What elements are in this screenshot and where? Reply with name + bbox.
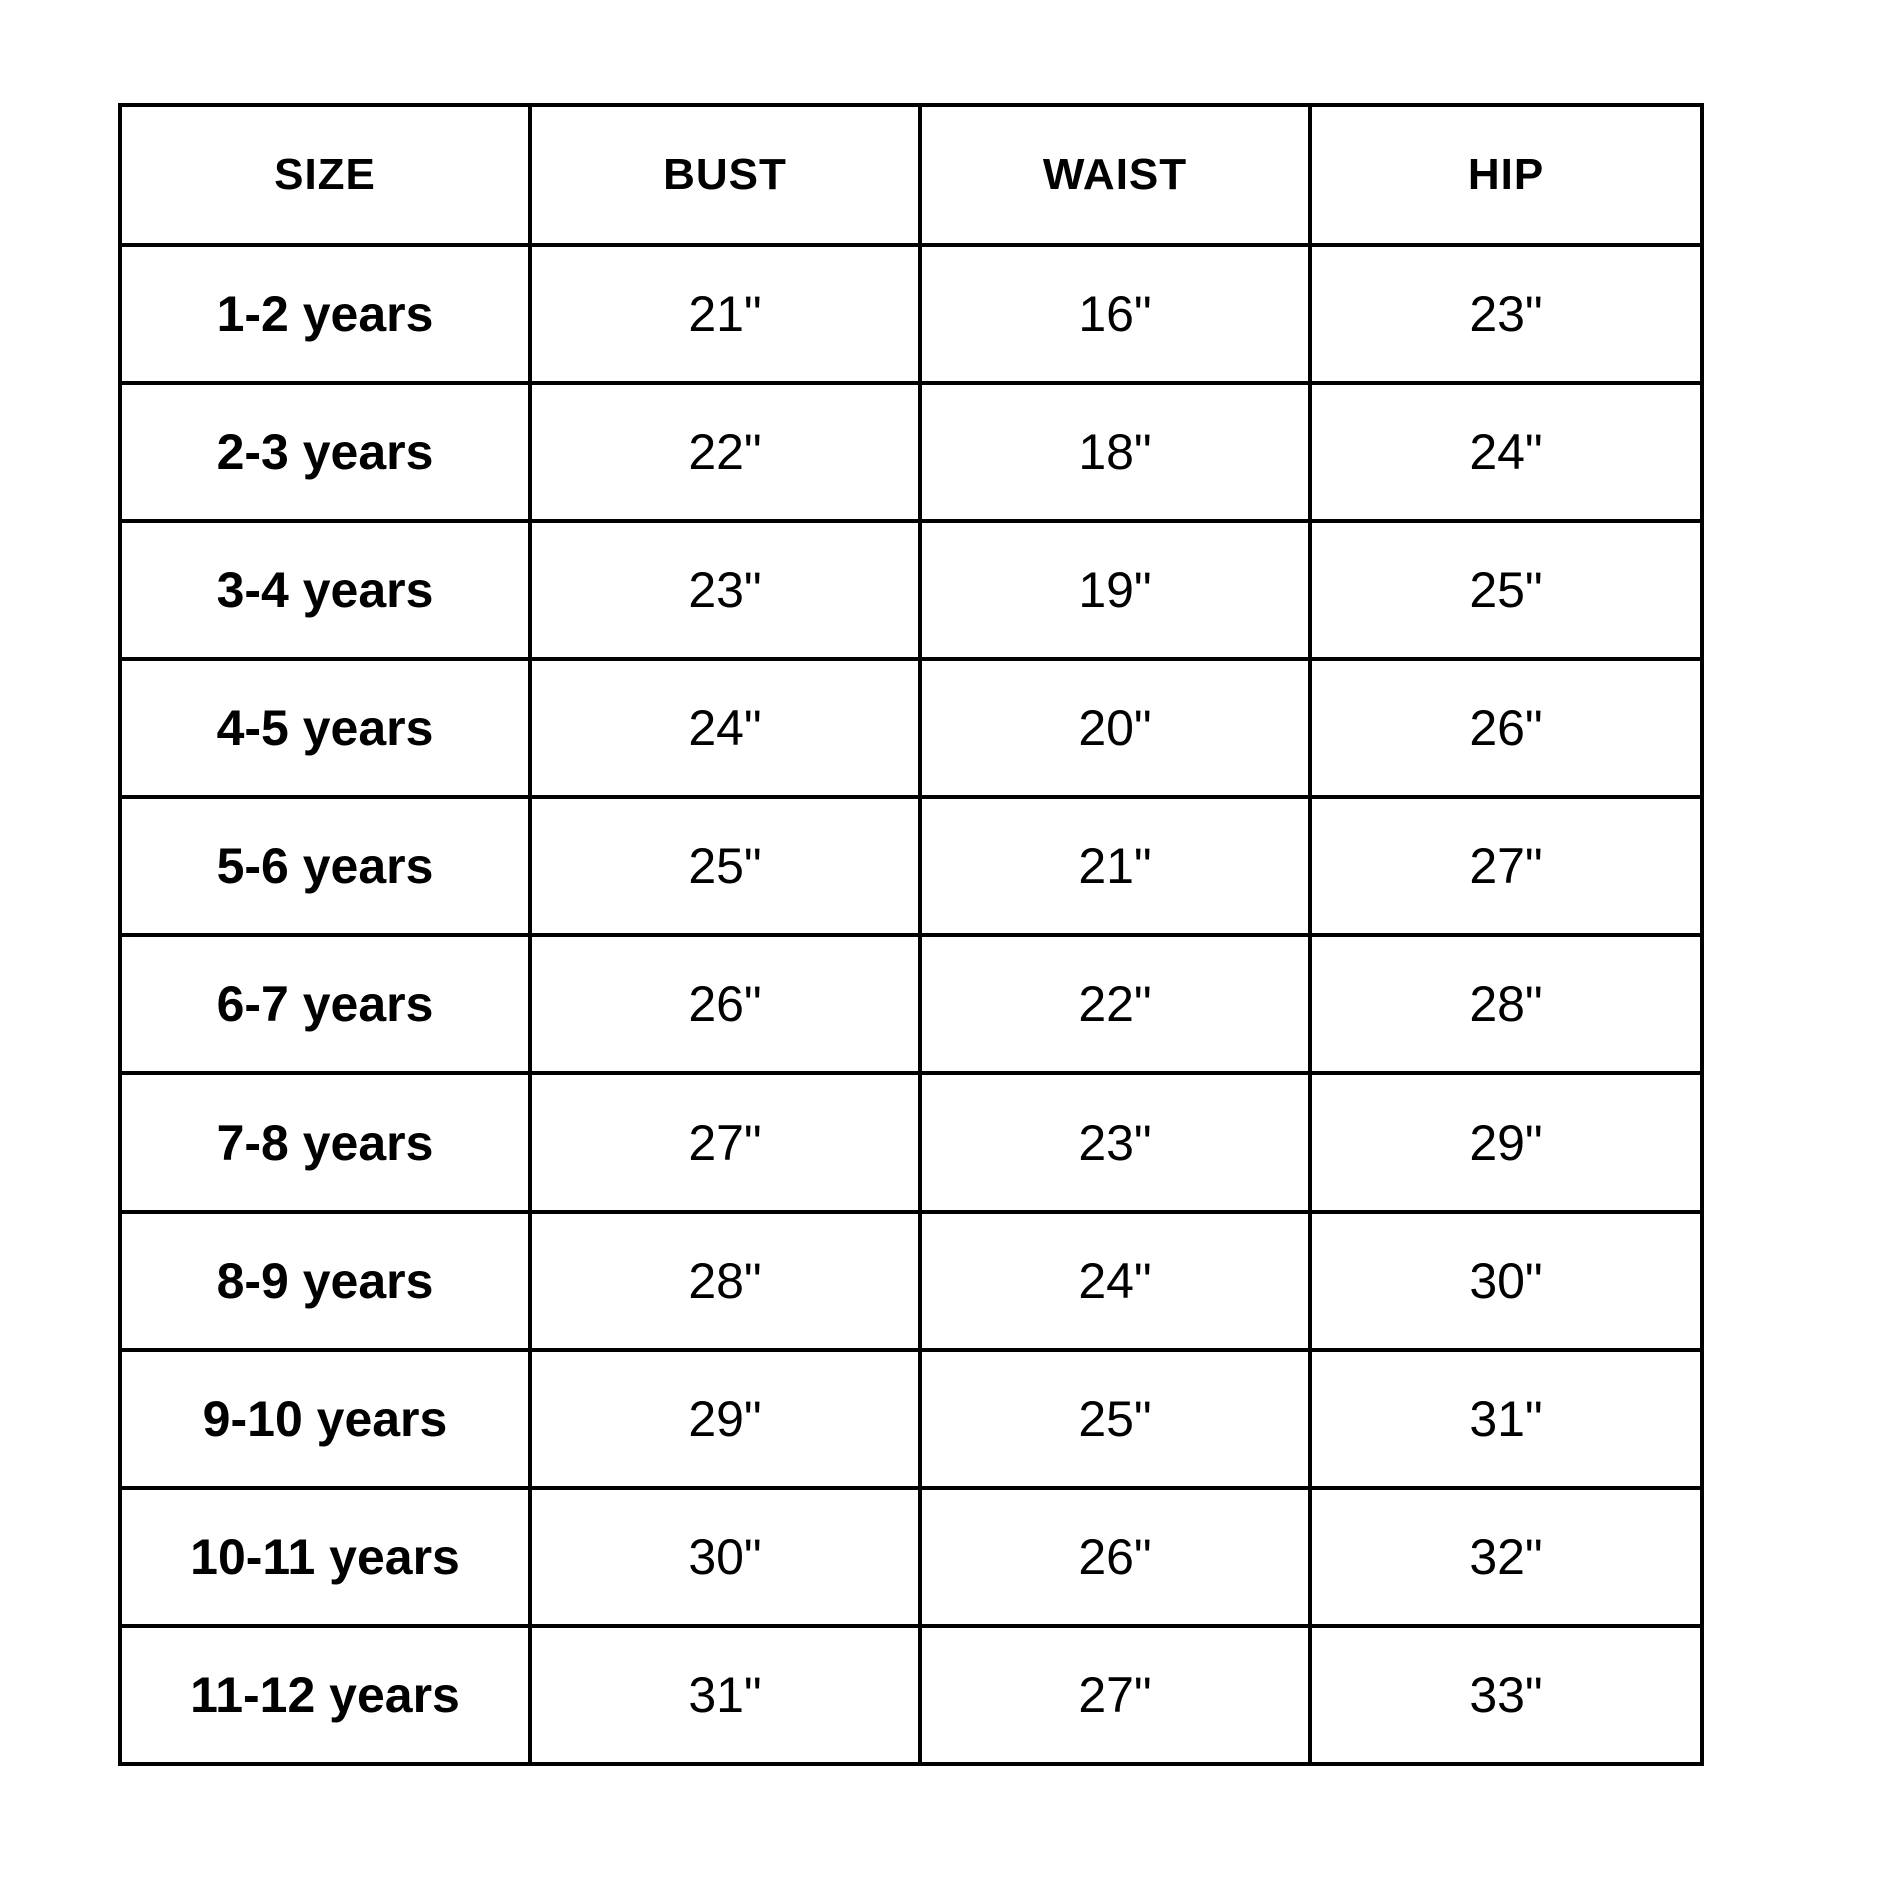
size-cell: 11-12 years (120, 1626, 530, 1764)
waist-cell: 24" (920, 1212, 1310, 1350)
size-cell: 7-8 years (120, 1073, 530, 1211)
waist-cell: 27" (920, 1626, 1310, 1764)
table-row (120, 659, 1702, 797)
hip-cell: 26" (1310, 659, 1702, 797)
table-row (120, 1350, 1702, 1488)
hip-cell: 24" (1310, 383, 1702, 521)
waist-cell: 22" (920, 935, 1310, 1073)
table-row (120, 1626, 1702, 1764)
size-cell: 3-4 years (120, 521, 530, 659)
waist-cell: 25" (920, 1350, 1310, 1488)
bust-cell: 27" (530, 1073, 920, 1211)
hip-cell: 23" (1310, 245, 1702, 383)
header-row (120, 105, 1702, 245)
waist-cell: 16" (920, 245, 1310, 383)
bust-cell: 24" (530, 659, 920, 797)
bust-cell: 21" (530, 245, 920, 383)
table-row (120, 1073, 1702, 1211)
waist-cell: 21" (920, 797, 1310, 935)
size-cell: 8-9 years (120, 1212, 530, 1350)
waist-cell: 19" (920, 521, 1310, 659)
bust-cell: 23" (530, 521, 920, 659)
waist-cell: 18" (920, 383, 1310, 521)
bust-cell: 22" (530, 383, 920, 521)
waist-cell: 26" (920, 1488, 1310, 1626)
bust-cell: 25" (530, 797, 920, 935)
hip-cell: 25" (1310, 521, 1702, 659)
hip-cell: 27" (1310, 797, 1702, 935)
waist-cell: 23" (920, 1073, 1310, 1211)
waist-cell: 20" (920, 659, 1310, 797)
table-row (120, 245, 1702, 383)
bust-cell: 29" (530, 1350, 920, 1488)
size-cell: 2-3 years (120, 383, 530, 521)
hip-cell: 31" (1310, 1350, 1702, 1488)
column-header-size: SIZE (120, 105, 530, 245)
size-cell: 5-6 years (120, 797, 530, 935)
column-header-bust: BUST (530, 105, 920, 245)
column-header-hip: HIP (1310, 105, 1702, 245)
size-cell: 10-11 years (120, 1488, 530, 1626)
size-cell: 4-5 years (120, 659, 530, 797)
hip-cell: 28" (1310, 935, 1702, 1073)
bust-cell: 26" (530, 935, 920, 1073)
table-row (120, 935, 1702, 1073)
size-chart-table (118, 103, 1704, 1766)
hip-cell: 32" (1310, 1488, 1702, 1626)
table-row (120, 1212, 1702, 1350)
bust-cell: 30" (530, 1488, 920, 1626)
hip-cell: 30" (1310, 1212, 1702, 1350)
bust-cell: 28" (530, 1212, 920, 1350)
hip-cell: 29" (1310, 1073, 1702, 1211)
table-row (120, 521, 1702, 659)
size-cell: 6-7 years (120, 935, 530, 1073)
table-row (120, 383, 1702, 521)
table-row (120, 797, 1702, 935)
column-header-waist: WAIST (920, 105, 1310, 245)
table-row (120, 1488, 1702, 1626)
size-cell: 1-2 years (120, 245, 530, 383)
hip-cell: 33" (1310, 1626, 1702, 1764)
size-cell: 9-10 years (120, 1350, 530, 1488)
bust-cell: 31" (530, 1626, 920, 1764)
